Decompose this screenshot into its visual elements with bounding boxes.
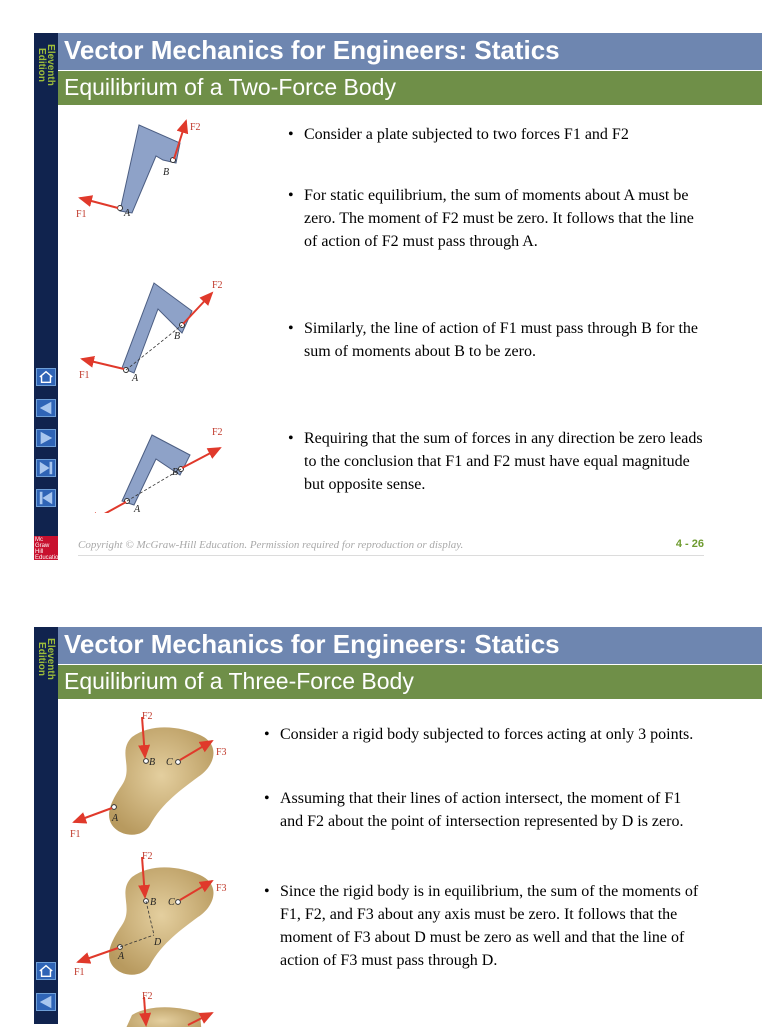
label-b: B [174, 331, 181, 342]
label-a: A [132, 373, 139, 384]
prev-icon[interactable] [36, 399, 56, 417]
label-f2: F2 [212, 280, 223, 291]
label-f2: F2 [142, 851, 153, 862]
label-f2: F2 [142, 991, 153, 1002]
edition-label [34, 629, 58, 689]
label-f3: F3 [216, 883, 227, 894]
first-icon[interactable] [36, 489, 56, 507]
footer-divider [78, 555, 704, 556]
label-f2: F2 [142, 711, 153, 722]
bullet-item: • Since the rigid body is in equilibrium, the sum of the moments of F1, F2, and F3 about any axis must be zero. It follows that the moment of F3 about D must be zero as well and that the line of action of F3 must pass through D. [262, 880, 702, 972]
edition-label [34, 35, 58, 95]
label-a: A [118, 951, 125, 962]
label-f2: F2 [190, 122, 201, 133]
sidebar [34, 33, 62, 561]
slide-subtitle-bar [58, 71, 762, 105]
label-b: B [172, 467, 179, 478]
label-f1: F1 [76, 209, 87, 220]
edition-text: Eleventh Edition [36, 638, 56, 680]
two-force-figures [62, 113, 272, 513]
slide-title-bar [58, 33, 762, 70]
label-a: A [112, 813, 119, 824]
publisher-logo: Mc Graw Hill Education [35, 537, 62, 561]
bullet-item: • Assuming that their lines of action intersect, the moment of F1 and F2 about the point of intersection represented by D is zero. [262, 787, 702, 833]
prev-icon[interactable] [36, 993, 56, 1011]
label-b: B [163, 167, 170, 178]
bullet-item: • Consider a rigid body subjected to forces acting at only 3 points. [262, 723, 693, 746]
body-figure-2 [74, 851, 227, 978]
home-icon[interactable] [36, 368, 56, 386]
label-b: B [150, 897, 157, 908]
bullet-item: • Requiring that the sum of forces in any direction be zero leads to the conclusion that F1 and F2 must have equal magnitude but opposite sense. [286, 427, 706, 496]
last-icon[interactable] [36, 459, 56, 477]
bullet-item: • For static equilibrium, the sum of moments about A must be zero. The moment of F2 must be zero. It follows that the line of action of F2 must pass through A. [286, 184, 706, 253]
slide-title: Vector Mechanics for Engineers: Statics [64, 629, 560, 659]
bullet-item: • Similarly, the line of action of F1 must pass through B for the sum of moments about B to be zero. [286, 317, 706, 363]
slide-subtitle-bar [58, 665, 762, 699]
label-f3: F3 [216, 747, 227, 758]
label-a: A [134, 504, 141, 513]
plate-figure-1 [76, 121, 201, 220]
home-icon[interactable] [36, 962, 56, 980]
next-icon[interactable] [36, 429, 56, 447]
slide-three-force-body [34, 627, 762, 1024]
three-force-figures [62, 707, 272, 1027]
slide-subtitle: Equilibrium of a Three-Force Body [64, 668, 414, 694]
edition-text: Eleventh Edition [36, 44, 56, 86]
slide-title: Vector Mechanics for Engineers: Statics [64, 35, 560, 65]
label-f2: F2 [212, 427, 223, 438]
body-figure-3 [122, 991, 212, 1027]
plate-figure-2 [79, 280, 223, 384]
label-f1: F1 [74, 967, 85, 978]
label-f1: F1 [70, 829, 81, 840]
bullet-item: • Consider a plate subjected to two forces F1 and F2 [286, 123, 629, 146]
body-figure-1 [70, 711, 227, 840]
slide-subtitle: Equilibrium of a Two-Force Body [64, 74, 396, 100]
label-f1: F1 [79, 370, 90, 381]
slide-two-force-body [34, 33, 762, 560]
page-number: 4 - 26 [675, 538, 704, 550]
label-b: B [149, 757, 156, 768]
label-a: A [124, 208, 131, 219]
sidebar [34, 627, 58, 1024]
copyright-footer: Copyright © McGraw-Hill Education. Permission required for reproduction or display. [78, 539, 464, 551]
plate-figure-3 [88, 427, 223, 513]
slide-title-bar [58, 627, 762, 664]
label-c: C [168, 897, 175, 908]
label-c: C [166, 757, 173, 768]
label-d: D [154, 937, 162, 948]
